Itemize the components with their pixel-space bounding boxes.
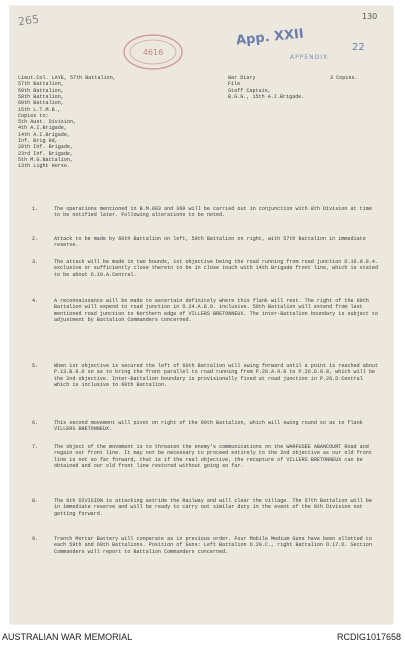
- handwritten-appendix-sub: 22: [352, 42, 365, 53]
- paragraph-number: 3.: [32, 259, 39, 265]
- appendix-label: APPENDIX: [290, 54, 329, 61]
- paragraph-number: 1.: [32, 206, 39, 212]
- paragraph-number: 2.: [32, 236, 39, 242]
- paragraph-number: 7.: [32, 444, 39, 450]
- war-memorial-stamp: [122, 32, 184, 72]
- paragraph-text: The 8th DIVISION is attacking astride the Railway and will clear the village. The 57th Battalion will be in immediate reserve and will be ready to carry out similar duty in the event of the 8th Division not getting forward.: [54, 498, 372, 517]
- addressee-line: 20th Inf. Brigade,: [18, 144, 74, 151]
- distribution-line: War Diary: [228, 75, 256, 81]
- addressee-line: Lieut.Col. LAYE, 57th Battalion,: [18, 75, 116, 81]
- distribution-line: File: [228, 81, 241, 88]
- distribution-line: Staff Captain,: [228, 87, 271, 94]
- handwritten-folio-left: 265: [17, 12, 40, 29]
- addressee-line: 58th Battalion,: [18, 93, 64, 100]
- paragraph-text: Trench Mortar Battery will cooperate as in previous order. Four Mobile Medium Guns have been allotted to each 59th and 60th Battalions. Position of Guns: Left Battalion O.20.C., right Battalion O.17.D. Section Commanders will report to Battalion Commanders concerned.: [54, 536, 372, 555]
- paragraph-text: A reconnaissance will be made to ascertain definitely where this flank will rest. The right of the 60th Battalion will expend to road junction in O.24.A.8.9. inclusive. 59th Battalion will extend from last mentioned road junction to Northern edge of VILLERS BRETONNEUX. The inter-Battalion boundary is subject to adjustment by Battalion Commanders concerned.: [54, 298, 379, 324]
- handwritten-appendix-number: App. XXII: [235, 26, 305, 49]
- distribution-line: B.G.G., 15th A.I.Brigade.: [228, 93, 305, 100]
- addressee-line: Inf. Brig 8d,: [18, 138, 58, 144]
- svg-text:4616: 4616: [142, 48, 164, 57]
- paragraph-text: Attack to be made by 60th Battalion on left, 59th Battalion on right, with 57th Battalion in immediate reserve.: [54, 236, 366, 249]
- addressee-line: 60th Battalion,: [18, 100, 64, 107]
- paragraph-text: The operations mentioned in B.M.883 and 360 will be carried out in conjunction with 8th Division at time to be notified later. Following alterations to be noted.: [54, 206, 372, 219]
- addressee-line: 57th Battalion,: [18, 81, 64, 88]
- paragraph-number: 6.: [32, 420, 39, 426]
- addressee-line: 23rd Inf. Brigade,: [18, 150, 74, 157]
- addressee-line: 4th A.I.Brigade,: [18, 125, 67, 132]
- handwritten-folio-right: 130: [362, 12, 378, 21]
- paragraph-number: 4.: [32, 298, 39, 304]
- addressee-line: Copies to:: [18, 112, 49, 119]
- record-id: RCDIG1017658: [336, 632, 401, 642]
- copies-count: 3 Copies.: [330, 75, 358, 81]
- addressee-line: 5th Aust. Division,: [18, 119, 77, 126]
- addressee-line: 15th L.T.M.B.,: [18, 106, 61, 113]
- addressee-line: 14th A.I.Brigade,: [18, 131, 70, 138]
- paragraph-number: 9.: [32, 536, 39, 542]
- paragraph-text: The attack will be made in two bounds, 1st objective being the road running from road junction O.16.d.8.4. exclusive or sufficiently close thereto to be in close touch with 14th Brigade front line, which is stated to be about O.19.A.Central.: [54, 259, 379, 278]
- addressee-line: 59th Battalion,: [18, 87, 64, 94]
- paragraph-number: 5.: [32, 363, 39, 369]
- paragraph-text: When 1st objective is secured the left of 60th Battalion will swing forward until a point is reached about P.13.B.8.0 so as to bring the front parallel to road running from P.20.A.9.8 to P.26.D.0.8, which will be the 2nd objective. Inter-Battalion boundary is provisionally fixed at road junction in P.26.D.Central which is inclusive to 60th Battalion.: [54, 363, 379, 389]
- addressee-line: 13th Light Horse.: [18, 163, 70, 170]
- addressee-line: 5th M.G.Battalion,: [18, 156, 74, 163]
- paragraph-text: The object of the movement is to threaten the enemy's communications on the WARFUSEE ABANCOURT Road and regain our front line. It may not be necessary to proceed entirely to the 2nd objective as our old front line is not so far forward, that is if the real objective, the recapture of VILLERS BRETONNEUX can be obtained and our old front line restored without going so far.: [54, 444, 372, 470]
- archive-credit: AUSTRALIAN WAR MEMORIAL: [2, 632, 133, 642]
- paragraph-number: 8.: [32, 498, 39, 504]
- paragraph-text: This second movement will pivot on right of the 60th Battalion, which will swing round so as to flank VILLERS BRETONNEUX.: [54, 420, 363, 433]
